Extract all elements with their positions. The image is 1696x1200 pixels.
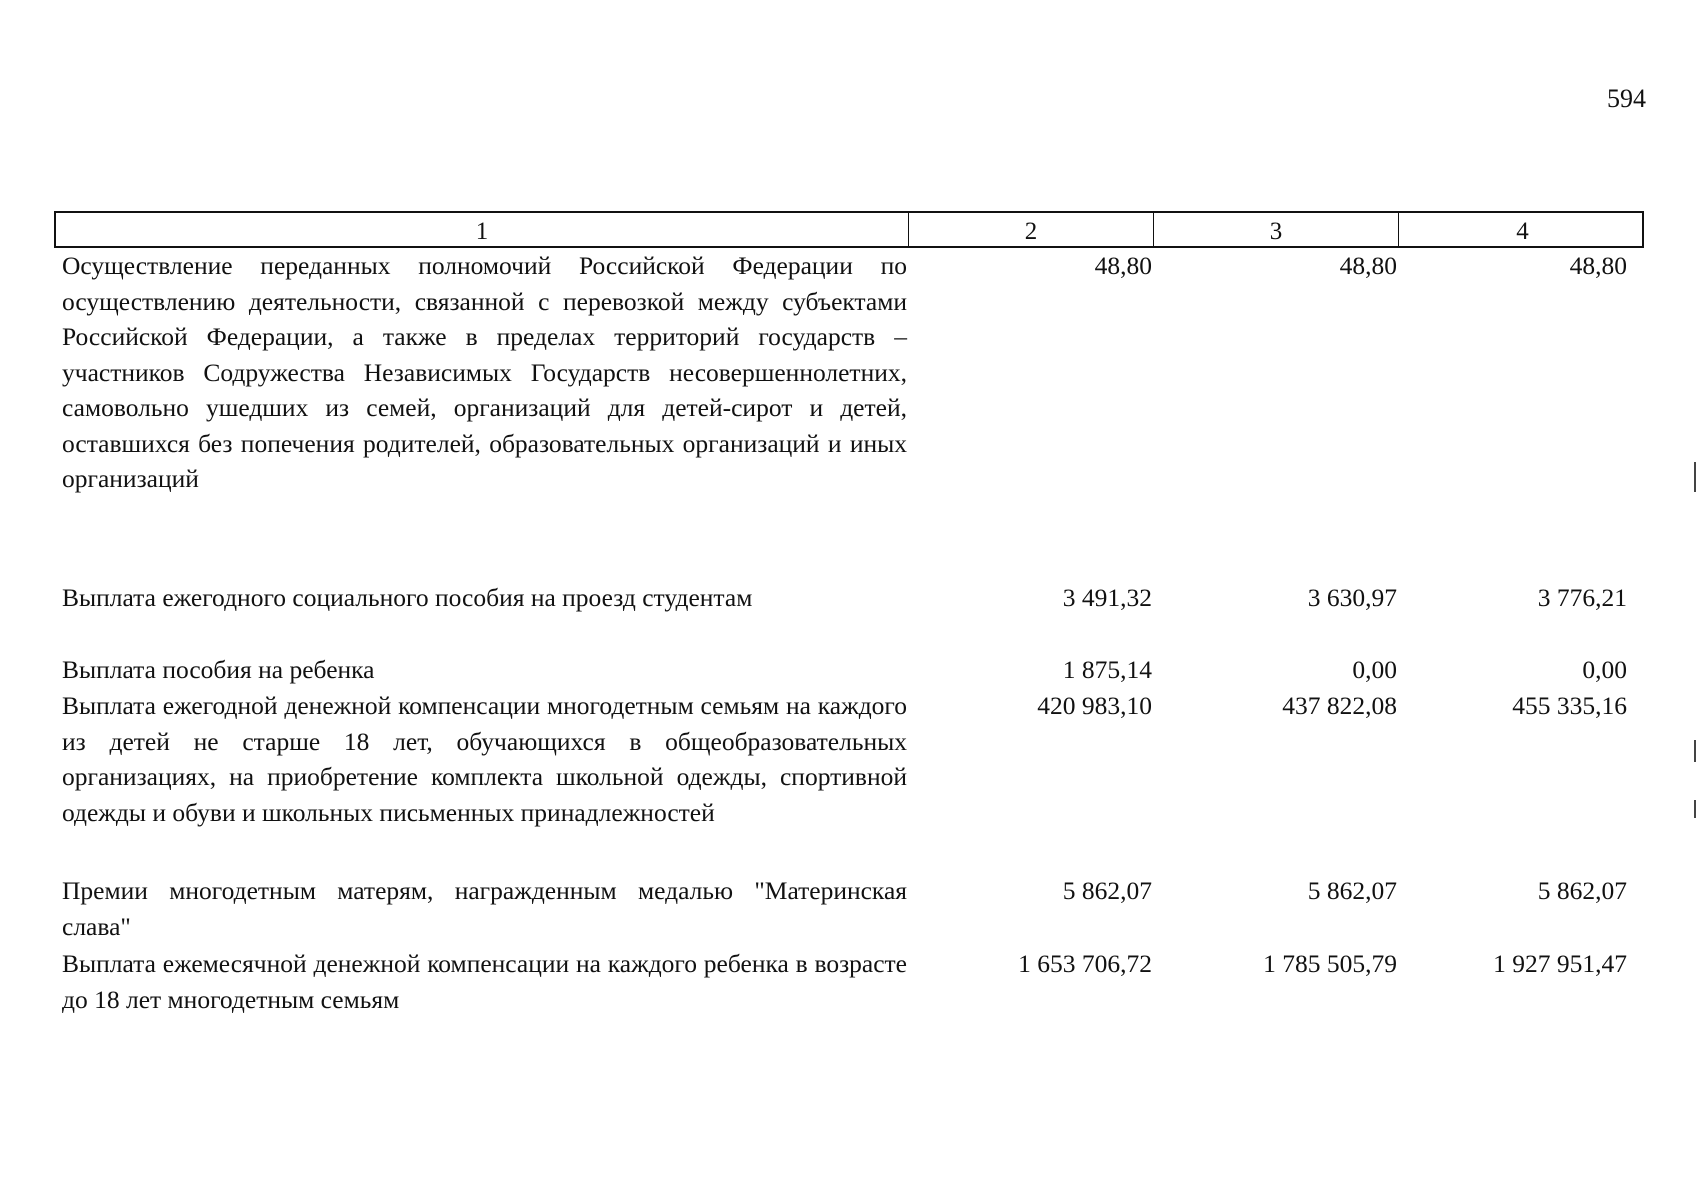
column-header-4: 4: [1516, 218, 1529, 245]
row-value-col-4: 3 776,21: [1537, 583, 1627, 612]
row-value-col-3: 437 822,08: [1282, 691, 1397, 720]
row-value-col-3: 0,00: [1352, 655, 1397, 684]
row-value-col-2: 1 875,14: [1062, 655, 1152, 684]
row-value-col-4: 455 335,16: [1512, 691, 1627, 720]
row-value-col-2: 48,80: [1094, 251, 1152, 280]
row-value-col-2: 5 862,07: [1062, 876, 1152, 905]
row-value-col-3: 48,80: [1339, 251, 1397, 280]
row-description: Выплата ежемесячной денежной компенсации на каждого ребенка в возрасте до 18 лет многодетным семьям: [62, 949, 907, 1014]
page-number: 594: [1607, 84, 1646, 113]
table-row: [62, 873, 1642, 944]
table-row: [62, 946, 1642, 1017]
row-description: Выплата ежегодной денежной компенсации многодетным семьям на каждого из детей не старше 18 лет, обучающихся в общеобразовательных организациях, на приобретение комплекта школьной одежды, спортивной одежды и обуви и школьных письменных принадлежностей: [62, 691, 907, 827]
row-description: Осуществление переданных полномочий Российской Федерации по осуществлению деятельности, связанной с перевозкой между субъектами Российской Федерации, а также в пределах территорий государств – участников Содружества Независимых Государств несовершеннолетних, самовольно ушедших из семей, организаций для детей-сирот и детей, оставшихся без попечения родителей, образовательных организаций и иных организаций: [62, 251, 907, 493]
table-row: [62, 688, 1642, 830]
row-value-col-4: 48,80: [1569, 251, 1627, 280]
row-description: Выплата пособия на ребенка: [62, 655, 375, 684]
table-row: [62, 580, 1642, 616]
row-description: Премии многодетным матерям, награжденным медалью "Материнская слава": [62, 876, 907, 941]
row-value-col-3: 3 630,97: [1307, 583, 1397, 612]
row-value-col-4: 5 862,07: [1537, 876, 1627, 905]
row-value-col-3: 5 862,07: [1307, 876, 1397, 905]
row-value-col-2: 1 653 706,72: [1018, 949, 1152, 978]
row-description: Выплата ежегодного социального пособия на проезд студентам: [62, 583, 753, 612]
row-value-col-2: 420 983,10: [1037, 691, 1152, 720]
column-header-1: 1: [56, 213, 909, 246]
column-header-3: 3: [1154, 213, 1399, 246]
column-header-2: 2: [909, 213, 1154, 246]
row-value-col-4: 1 927 951,47: [1493, 949, 1627, 978]
row-value-col-2: 3 491,32: [1062, 583, 1152, 612]
table-row: [62, 248, 1642, 497]
row-value-col-3: 1 785 505,79: [1263, 949, 1397, 978]
row-value-col-4: 0,00: [1582, 655, 1627, 684]
table-header-row: [54, 211, 1644, 248]
table-row: [62, 652, 1642, 688]
